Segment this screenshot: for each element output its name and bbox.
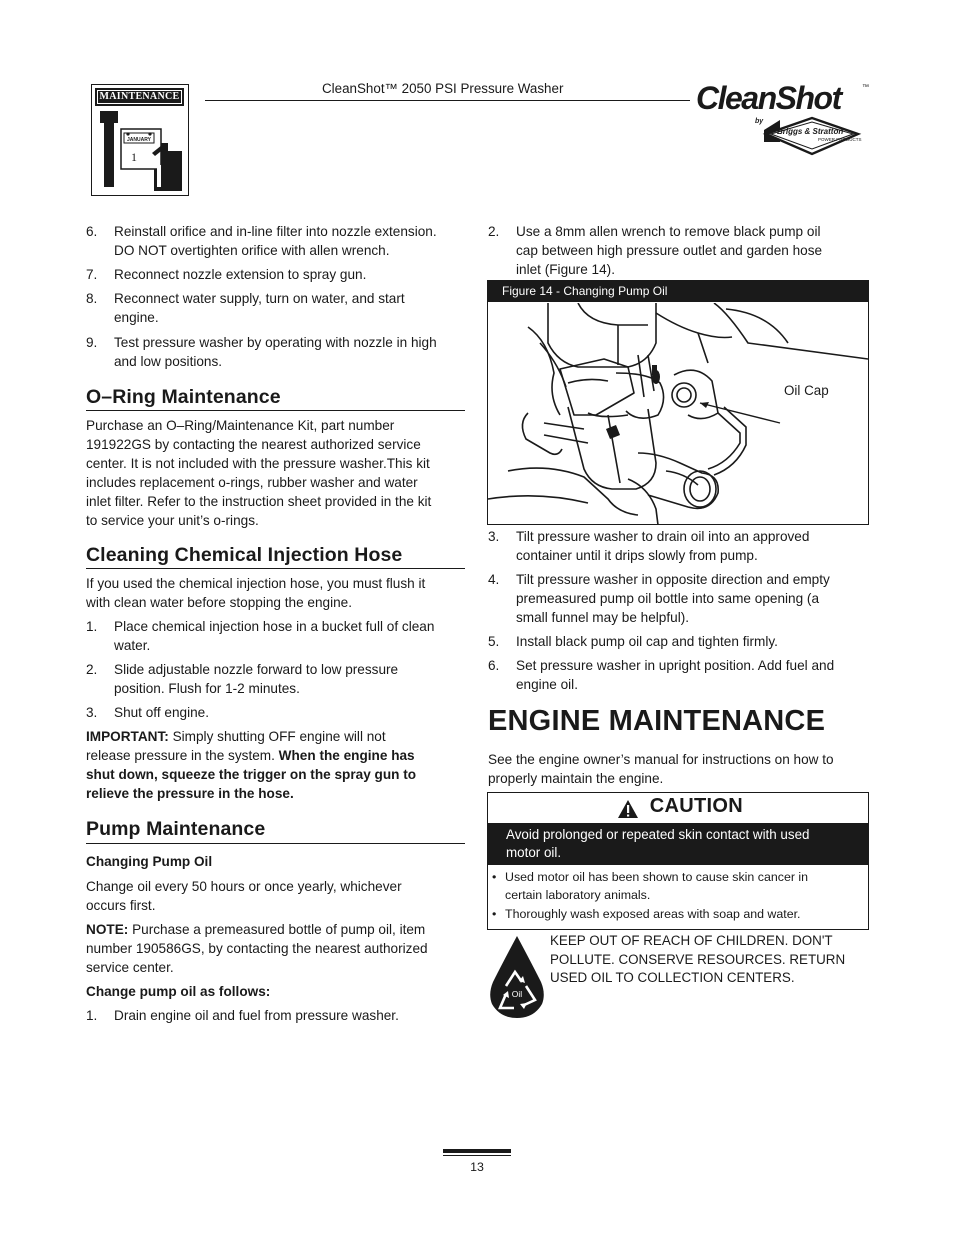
header-title: CleanShot™ 2050 PSI Pressure Washer [322,81,564,96]
caution-bar-line: motor oil. [506,844,562,860]
item-number: 8. [86,291,98,306]
item-line: container until it drips slowly from pump. [516,548,758,563]
cleanshot-logo [696,80,872,160]
item-line: inlet (Figure 14). [516,262,615,277]
item-line: Place chemical injection hose in a bucket full of clean [114,619,435,634]
logo-by: by [755,118,764,125]
important-note [86,727,471,803]
item-line: Shut off engine. [114,705,209,720]
figure-14 [487,280,869,525]
item-line: and low positions. [114,354,223,369]
badge-label-text: MAINTENANCE [99,91,180,102]
pump-illustration [488,303,868,525]
item-line: Tilt pressure washer in opposite direction and empty [516,572,830,587]
oring-heading: O–Ring Maintenance [86,386,281,408]
item-number: 6. [86,224,98,239]
pump-maintenance-heading: Pump Maintenance [86,818,266,840]
caution-title: CAUTION [649,795,743,817]
item-number: 2. [86,662,98,677]
oil-cap-leader [700,403,780,423]
notice-line: KEEP OUT OF REACH OF CHILDREN. DON'T [550,933,833,948]
item-line: Tilt pressure washer to drain oil into an approved [516,529,810,544]
changing-pump-oil-subheading: Changing Pump Oil [86,854,213,869]
item-number: 9. [86,335,98,350]
notice-line: POLLUTE. CONSERVE RESOURCES. RETURN [550,951,846,967]
bullet-line: certain laboratory animals. [505,887,651,902]
bullet-line: Thoroughly wash exposed areas with soap and water. [505,907,801,921]
item-line: small funnel may be helpful). [516,610,690,625]
calendar-day: 1 [131,150,137,164]
item-line: engine. [114,310,159,325]
item-line: DO NOT overtighten orifice with allen wrench. [114,243,390,258]
note-text: number 190586GS, by contacting the nearest authorized [86,941,428,956]
oil-label: Oil [511,989,523,999]
notice-line: USED OIL TO COLLECTION CENTERS. [550,970,795,985]
chem-hose-intro [86,574,468,612]
note-paragraph [86,920,468,977]
note-label: NOTE: [86,922,129,937]
paragraph-line: Change oil every 50 hours or once yearly, whichever [86,879,402,894]
oring-paragraph [86,416,468,530]
item-line: position. Flush for 1-2 minutes. [114,681,300,696]
note-text: service center. [86,960,174,975]
caution-box [487,792,869,930]
caution-bar-text [506,826,809,861]
item-line: water. [114,638,151,653]
item-number: 7. [86,267,98,282]
caution-bar-line: Avoid prolonged or repeated skin contact with used [506,827,810,842]
item-number: 1. [86,1008,98,1023]
item-line: premeasured pump oil bottle into same opening (a [516,591,820,606]
item-line: Reconnect water supply, turn on water, and start [114,291,405,306]
item-line: cap between high pressure outlet and garden hose [516,243,823,258]
recycle-notice [550,932,868,988]
oil-recycle-icon [488,934,546,1020]
paragraph-line: to service your unit’s o-rings. [86,513,259,528]
paragraph-line: See the engine owner’s manual for instructions on how to [488,752,834,767]
paragraph-line: with clean water before stopping the engine. [86,595,353,610]
item-line: engine oil. [516,677,578,692]
item-number: 2. [488,224,500,239]
caution-bullet: • Used motor oil has been shown to cause skin cancer in certain laboratory animals. [492,869,808,904]
logo-brand-sub: POWER PRODUCTS [818,137,862,142]
item-line: Test pressure washer by operating with nozzle in high [114,335,437,350]
item-line: Slide adjustable nozzle forward to low pressure [114,662,399,677]
important-text-bold: relieve the pressure in the hose. [86,786,294,801]
paragraph-line: includes replacement o-rings, rubber washer and water [86,475,418,490]
paragraph-line: inlet filter. Refer to the instruction sheet provided in the kit [86,494,432,509]
item-number: 4. [488,572,500,587]
logo-text: CleanShot [696,80,841,116]
caution-bullet: • Thoroughly wash exposed areas with soap and water. [492,906,801,924]
page-number: 13 [470,1160,484,1174]
chem-hose-rule [86,568,465,569]
maintenance-badge [91,84,189,196]
item-number: 5. [488,634,500,649]
item-line: Reconnect nozzle extension to spray gun. [114,267,367,282]
important-label: IMPORTANT: [86,729,169,744]
wrench-calendar-icon [94,107,186,193]
item-line: Drain engine oil and fuel from pressure washer. [114,1008,399,1023]
item-line: Reinstall orifice and in-line filter into nozzle extension. [114,224,437,239]
chem-hose-heading: Cleaning Chemical Injection Hose [86,544,403,566]
important-text-bold: shut down, squeeze the trigger on the spray gun to [86,767,417,782]
item-line: Set pressure washer in upright position. Add fuel and [516,658,835,673]
paragraph-line: If you used the chemical injection hose, you must flush it [86,576,426,591]
item-number: 3. [488,529,500,544]
logo-tm: ™ [862,84,869,91]
paragraph-line: Purchase an O–Ring/Maintenance Kit, part number [86,418,395,433]
paragraph-line: 191922GS by contacting the nearest authorized service [86,437,421,452]
item-line: Install black pump oil cap and tighten firmly. [516,634,778,649]
note-text: Purchase a premeasured bottle of pump oil, item [128,922,426,937]
oil-cap-label: Oil Cap [784,383,829,398]
paragraph-line: properly maintain the engine. [488,771,664,786]
important-text-bold: When the engine has [278,748,415,763]
logo-brand: Briggs & Stratton [777,127,844,136]
calendar-month: JANUARY [127,137,151,143]
important-text: release pressure in the system. [86,748,279,763]
change-as-follows: Change pump oil as follows: [86,984,271,999]
item-line: Use a 8mm allen wrench to remove black pump oil [516,224,821,239]
figure-caption: Figure 14 - Changing Pump Oil [502,284,668,298]
engine-maintenance-intro [488,750,868,788]
paragraph-line: center. It is not included with the pressure washer.This kit [86,456,430,471]
item-number: 3. [86,705,98,720]
footer-rule [443,1155,511,1156]
header-rule [205,100,690,101]
footer-bar [443,1149,511,1153]
briggs-stratton-emblem [760,116,864,156]
item-number: 6. [488,658,500,673]
paragraph-line: occurs first. [86,898,156,913]
item-number: 1. [86,619,98,634]
engine-maintenance-heading: ENGINE MAINTENANCE [488,705,826,737]
important-text: Simply shutting OFF engine will not [168,729,386,744]
bullet-line: Used motor oil has been shown to cause skin cancer in [505,870,809,884]
changing-pump-oil-paragraph [86,877,468,915]
oring-rule [86,410,465,411]
pump-maintenance-rule [86,843,465,844]
